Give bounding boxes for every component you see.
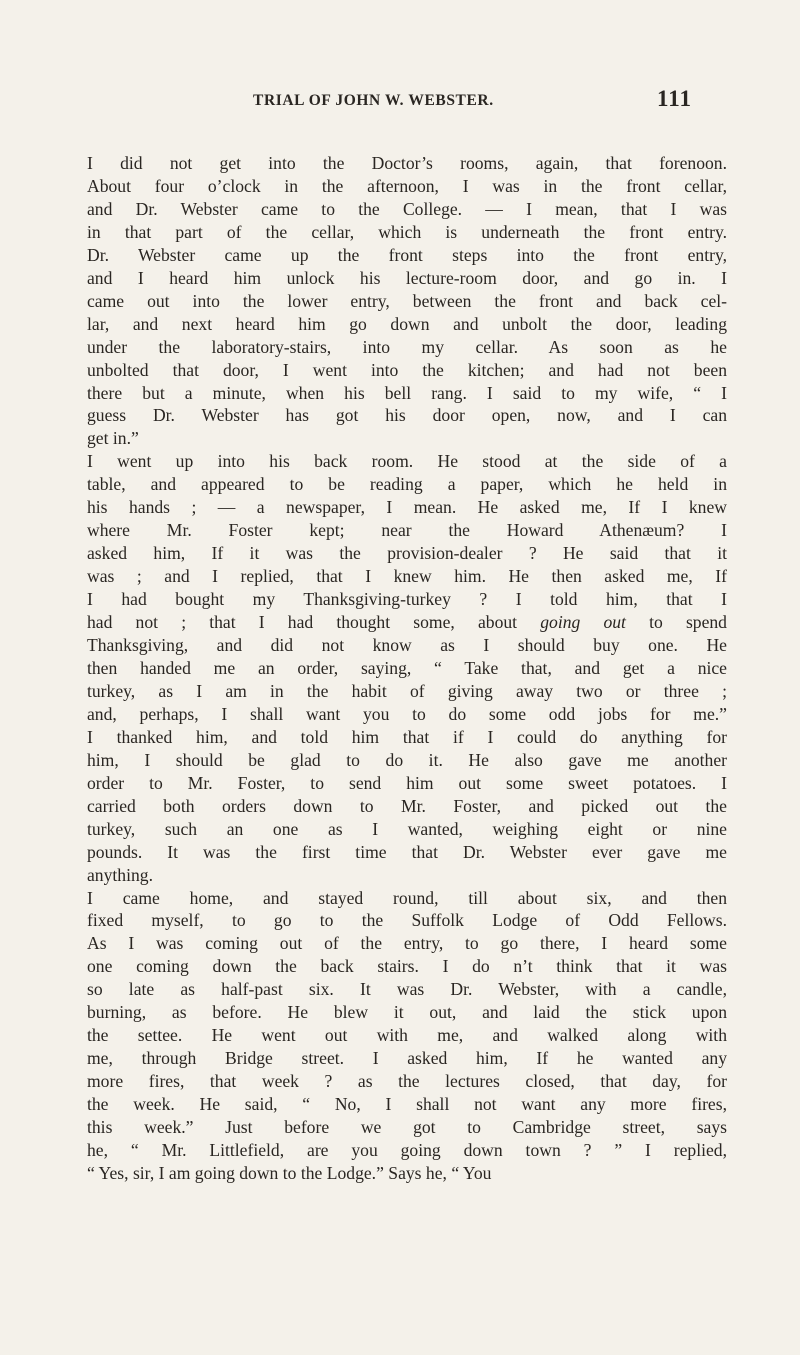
- text-line: get in.”: [87, 428, 139, 449]
- text-line: the week. He said, “ No, I shall not want any more fires,: [87, 1094, 727, 1115]
- text-line: table, and appeared to be reading a paper, which he held in: [87, 474, 727, 495]
- text-line: pounds. It was the first time that Dr. Webster ever gave me: [87, 841, 727, 862]
- text-line: I came home, and stayed round, till about six, and then: [87, 887, 727, 908]
- text-line: turkey, as I am in the habit of giving away two or three ;: [87, 680, 727, 701]
- text-line: more fires, that week ? as the lectures closed, that day, for: [87, 1071, 727, 1092]
- text-line: where Mr. Foster kept; near the Howard Athenæum? I: [87, 520, 727, 541]
- text-line: order to Mr. Foster, to send him out some sweet potatoes. I: [87, 772, 727, 793]
- text-line: one coming down the back stairs. I do n’t think that it was: [87, 956, 727, 977]
- text-line: lar, and next heard him go down and unbolt the door, leading: [87, 313, 727, 334]
- text-line: the settee. He went out with me, and walked along with: [87, 1025, 727, 1046]
- text-line: I thanked him, and told him that if I could do anything for: [87, 726, 727, 747]
- paragraph: [87, 450, 727, 886]
- text-line: so late as half-past six. It was Dr. Webster, with a candle,: [87, 979, 727, 1000]
- text-line: About four o’clock in the afternoon, I was in the front cellar,: [87, 175, 727, 196]
- text-line: asked him, If it was the provision-dealer ? He said that it: [87, 543, 727, 564]
- text-line: in that part of the cellar, which is underneath the front entry.: [87, 221, 727, 242]
- text-line: he, “ Mr. Littlefield, are you going down town ? ” I replied,: [87, 1139, 727, 1160]
- text-line: fixed myself, to go to the Suffolk Lodge of Odd Fellows.: [87, 910, 727, 931]
- text-line: under the laboratory-stairs, into my cellar. As soon as he: [87, 336, 727, 357]
- text-line: I went up into his back room. He stood at the side of a: [87, 451, 727, 472]
- text-line: I did not get into the Doctor’s rooms, again, that forenoon.: [87, 153, 727, 173]
- paragraph: [87, 887, 727, 1185]
- text-line: unbolted that door, I went into the kitchen; and had not been: [87, 359, 727, 380]
- text-line: and I heard him unlock his lecture-room door, and go in. I: [87, 267, 727, 288]
- text-line: As I was coming out of the entry, to go there, I heard some: [87, 933, 727, 954]
- text-line: Dr. Webster came up the front steps into the front entry,: [87, 244, 727, 265]
- text-line: I had bought my Thanksgiving-turkey ? I told him, that I: [87, 589, 727, 610]
- body-text: [87, 152, 727, 1185]
- text-line: then handed me an order, saying, “ Take that, and get a nice: [87, 657, 727, 678]
- page-number: 111: [657, 86, 692, 111]
- text-line: there but a minute, when his bell rang. I said to my wife, “ I: [87, 382, 727, 403]
- text-line: him, I should be glad to do it. He also gave me another: [87, 749, 727, 770]
- text-line: anything.: [87, 864, 153, 885]
- text-line: was ; and I replied, that I knew him. He then asked me, If: [87, 566, 727, 587]
- text-line: “ Yes, sir, I am going down to the Lodge.” Says he, “ You: [87, 1162, 492, 1183]
- text-line: turkey, such an one as I wanted, weighing eight or nine: [87, 818, 727, 839]
- paragraph: [87, 152, 727, 450]
- running-head: TRIAL OF JOHN W. WEBSTER.: [253, 92, 494, 109]
- text-line: and Dr. Webster came to the College. — I mean, that I was: [87, 198, 727, 219]
- text-line: this week.” Just before we got to Cambridge street, says: [87, 1117, 727, 1138]
- text-line: Thanksgiving, and did not know as I should buy one. He: [87, 635, 727, 656]
- text-line: carried both orders down to Mr. Foster, and picked out the: [87, 795, 727, 816]
- italic-phrase: going out: [540, 612, 626, 633]
- page-header: [0, 86, 800, 116]
- text-line: came out into the lower entry, between the front and back cel-: [87, 290, 727, 311]
- text-line: burning, as before. He blew it out, and laid the stick upon: [87, 1002, 727, 1023]
- text-line: guess Dr. Webster has got his door open, now, and I can: [87, 405, 727, 426]
- text-line: his hands ; — a newspaper, I mean. He asked me, If I knew: [87, 497, 727, 518]
- text-line: and, perhaps, I shall want you to do some odd jobs for me.”: [87, 703, 727, 724]
- text-line: had not ; that I had thought some, about going out to spend: [87, 612, 727, 633]
- text-line: me, through Bridge street. I asked him, If he wanted any: [87, 1048, 727, 1069]
